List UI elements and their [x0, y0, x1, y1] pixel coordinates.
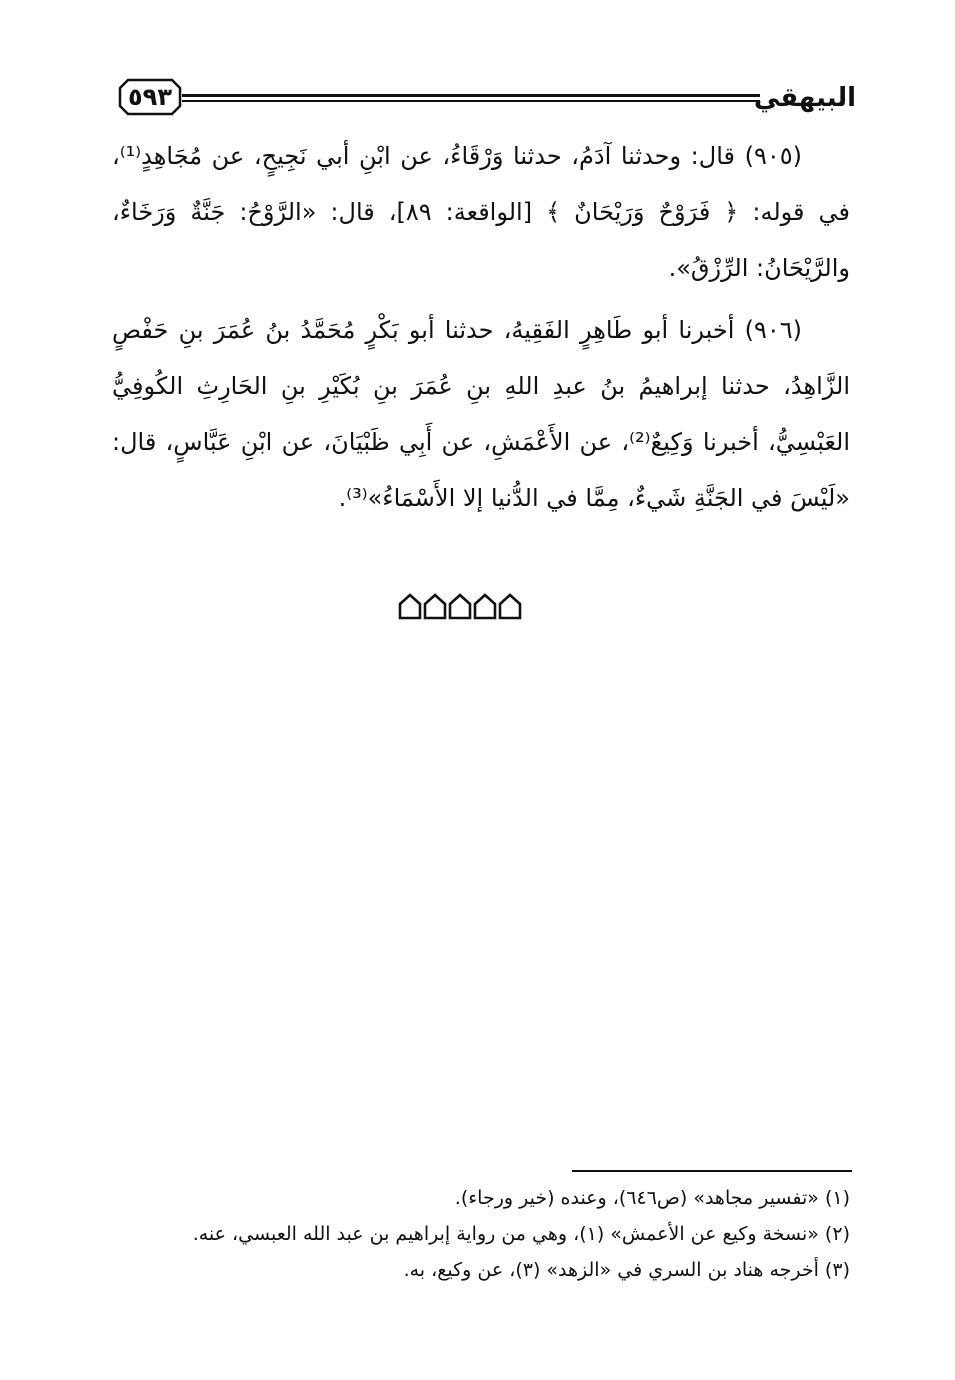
five-arch-divider-icon: [398, 592, 524, 620]
book-title: البيهقي: [753, 83, 856, 113]
hadith-906-text: (٩٠٦) أخبرنا أبو طَاهِرٍ الفَقِيهُ، حدثنا أبو بَكْرٍ مُحَمَّدُ بنُ عُمَرَ بنِ حَفْصٍ الزَّاهِدُ، حدثنا إبراهيمُ بنُ عبدِ اللهِ بنِ عُمَرَ بنِ بُكَيْرِ بنِ الحَارِثِ الكُوفِيُّ العَبْسِيُّ، أخبرنا وَكِيعٌ⁽²⁾، عن الأَعْمَشِ، عن أَبِي ظَبْيَانَ، عن ابْنِ عَبَّاسٍ، قال: «لَيْسَ في الجَنَّةِ شَيءٌ، مِمَّا في الدُّنيا إلا الأَسْمَاءُ»⁽³⁾.: [112, 316, 851, 512]
header-rule: [182, 94, 760, 106]
hadith-905-text: (٩٠٥) قال: وحدثنا آدَمُ، حدثنا وَرْقَاءُ، عن ابْنِ أبي نَجِيحٍ، عن مُجَاهِدٍ⁽¹⁾، في قوله: ﴿ فَرَوْحٌ وَرَيْحَانٌ ﴾ [الواقعة: ٨٩]، قال: «الرَّوْحُ: جَنَّةٌ وَرَخَاءٌ، والرَّيْحَانُ: الرِّزْقُ».: [112, 142, 851, 282]
footnote-2: (٢) «نسخة وكيع عن الأعمش» (١)، وهي من رواية إبراهيم بن عبد الله العبسي، عنه.: [192, 1223, 850, 1245]
hadith-905: [112, 128, 850, 296]
hadith-906: [112, 302, 850, 526]
page-number-frame: [118, 78, 182, 116]
footnote-1: (١) «تفسير مجاهد» (ص٦٤٦)، وعنده (خير ورجاء).: [454, 1187, 850, 1209]
footnote-3: (٣) أخرجه هناد بن السري في «الزهد» (٣)، عن وكيع، به.: [403, 1259, 850, 1281]
page-number: ٥٩٣: [128, 83, 172, 111]
footnote-separator: [572, 1170, 852, 1172]
footnotes: [112, 1180, 850, 1288]
page-header: [118, 78, 856, 118]
